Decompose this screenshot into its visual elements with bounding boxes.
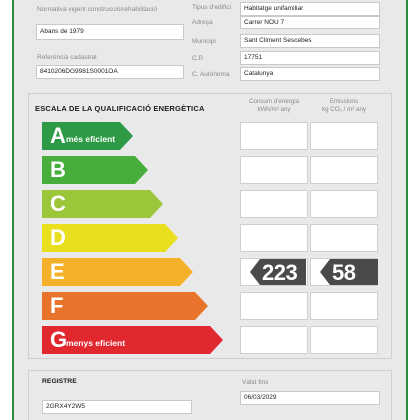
consumption-cell-b <box>240 156 308 184</box>
emissions-cell-b <box>310 156 378 184</box>
registre-code-field: 2GRX4Y2W5 <box>42 400 192 414</box>
energy-class-letter: C <box>50 191 66 216</box>
emissions-cell-c <box>310 190 378 218</box>
energy-class-caption: més eficient <box>66 134 116 144</box>
consumption-header-line2: kWh/m² any <box>257 106 291 113</box>
adreca-label: Adreça <box>192 19 213 26</box>
energy-class-arrow-shape <box>42 292 208 320</box>
municipi-field: Sant Climent Sescebes <box>240 34 380 48</box>
emissions-header <box>310 98 378 114</box>
tipus-label: Tipus d'edifici <box>192 4 231 11</box>
consumption-rating-badge-value: 223 <box>262 260 298 285</box>
registre-label: REGISTRE <box>42 378 77 385</box>
energy-class-letter: D <box>50 225 66 250</box>
energy-class-letter: G <box>50 327 68 352</box>
emissions-header-line2: kg CO₂ / m² any <box>321 106 366 113</box>
emissions-cell-f <box>310 292 378 320</box>
normativa-label: Normativa vigent construcció/rehabilitació <box>37 6 157 13</box>
consumption-header <box>240 98 308 114</box>
consumption-rating-badge <box>250 259 306 290</box>
emissions-cell-a <box>310 122 378 150</box>
consumption-header-line1: Consum d'energia <box>248 98 300 105</box>
energy-class-arrow-e <box>42 258 194 286</box>
energy-class-arrow-f <box>42 292 209 320</box>
cp-field: 17751 <box>240 51 380 65</box>
ca-field: Catalunya <box>240 67 380 81</box>
energy-class-letter: F <box>50 293 64 318</box>
emissions-cell-g <box>310 326 378 354</box>
ref-cadastral-field: 8410206DG9981S0001OA <box>36 65 184 79</box>
emissions-cell-d <box>310 224 378 252</box>
adreca-field: Carrer NOU 7 <box>240 16 380 29</box>
tipus-field: Habitatge unifamiliar <box>240 2 380 16</box>
consumption-cell-a <box>240 122 308 150</box>
consumption-cell-g <box>240 326 308 354</box>
normativa-field: Abans de 1979 <box>36 24 184 40</box>
energy-class-caption: menys eficient <box>66 338 126 348</box>
energy-class-letter: E <box>50 259 65 284</box>
consumption-cell-f <box>240 292 308 320</box>
cp-label: C.P. <box>192 55 204 62</box>
energy-class-letter: A <box>50 123 66 148</box>
valid-date-field: 06/03/2029 <box>240 391 380 405</box>
consumption-cell-d <box>240 224 308 252</box>
municipi-label: Municipi <box>192 38 216 45</box>
valid-label: Vàlid fins <box>242 379 269 386</box>
emissions-header-line1: Emissions <box>329 98 359 105</box>
energy-class-letter: B <box>50 157 66 182</box>
emissions-rating-badge-value: 58 <box>332 260 356 285</box>
consumption-cell-c <box>240 190 308 218</box>
ca-label: C. Autònoma <box>192 71 230 78</box>
energy-scale-title: ESCALA DE LA QUALIFICACIÓ ENERGÈTICA <box>35 104 205 113</box>
ref-cadastral-label: Referència cadastral <box>37 54 97 61</box>
emissions-rating-badge <box>320 259 378 290</box>
